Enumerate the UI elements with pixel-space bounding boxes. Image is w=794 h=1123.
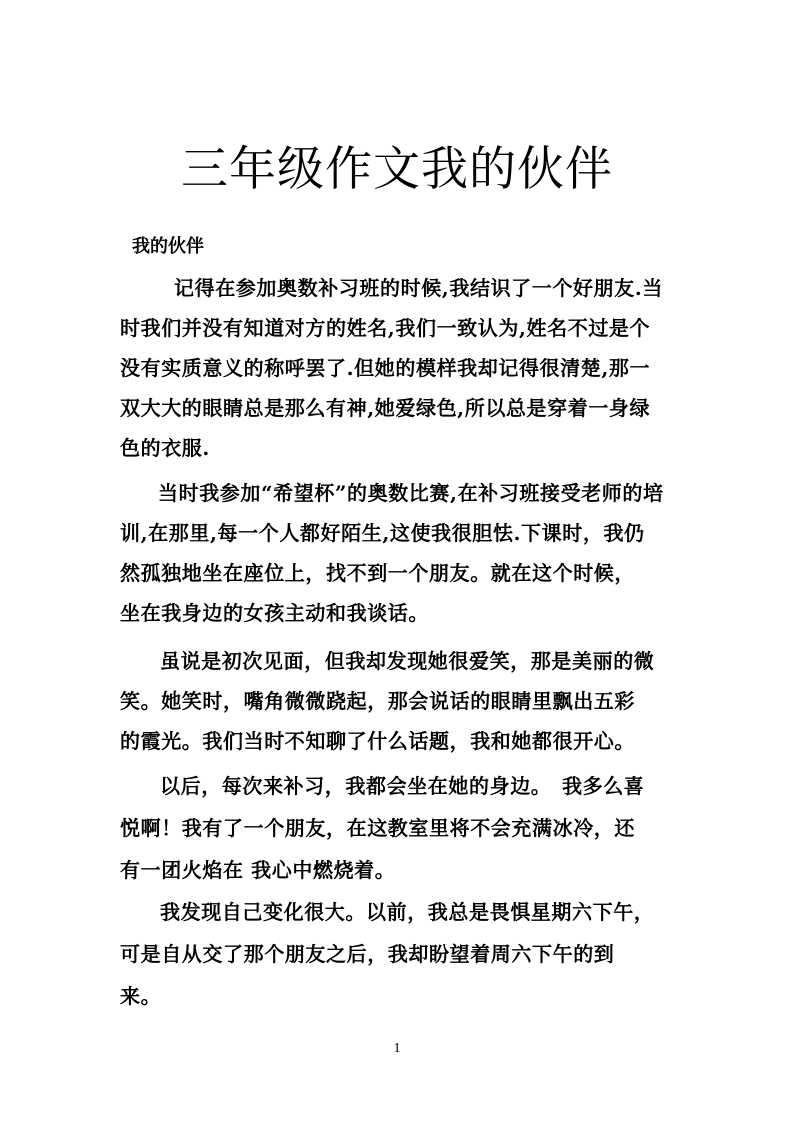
text-line: 可是自从交了那个朋友之后，我却盼望着周六下午的到 (120, 942, 615, 966)
text-line: 训,在那里,每一个人都好陌生,这使我很胆怯.下课时，我仍 (120, 521, 645, 545)
document-subtitle: 我的伙伴 (132, 236, 204, 257)
text-line: 的霞光。我们当时不知聊了什么话题，我和她都很开心。 (120, 729, 635, 753)
text-line: 双大大的眼睛总是那么有神,她爱绿色,所以总是穿着一身绿 (120, 396, 651, 420)
text-line: 有一团火焰在 我心中燃烧着。 (120, 858, 396, 882)
text-line: 当时我参加“希望杯”的奥数比赛,在补习班接受老师的培 (158, 481, 664, 505)
page-number: 1 (393, 1041, 401, 1056)
text-line: 时我们并没有知道对方的姓名,我们一致认为,姓名不过是个 (120, 316, 651, 340)
text-line: 来。 (120, 984, 162, 1008)
text-line: 笑。她笑时，嘴角微微跷起，那会说话的眼睛里飘出五彩 (120, 689, 635, 713)
document-title: 三年级作文我的伙伴 (181, 142, 613, 197)
text-line: 然孤独地坐在座位上，找不到一个朋友。就在这个时候， (120, 561, 635, 585)
text-line: 坐在我身边的女孩主动和我谈话。 (120, 601, 429, 625)
text-line: 色的衣服. (120, 436, 210, 460)
text-line: 我发现自己变化很大。以前，我总是畏惧星期六下午， (160, 900, 655, 924)
text-line: 没有实质意义的称呼罢了.但她的模样我却记得很清楚,那一 (120, 356, 651, 380)
text-line: 记得在参加奥数补习班的时候,我结识了一个好朋友.当 (174, 276, 663, 300)
text-line: 悦啊！我有了一个朋友，在这教室里将不会充满冰冷，还 (120, 816, 635, 840)
text-line: 虽说是初次见面，但我却发现她很爱笑，那是美丽的微 (160, 649, 655, 673)
text-line: 以后，每次来补习，我都会坐在她的身边。 我多么喜 (160, 774, 645, 798)
